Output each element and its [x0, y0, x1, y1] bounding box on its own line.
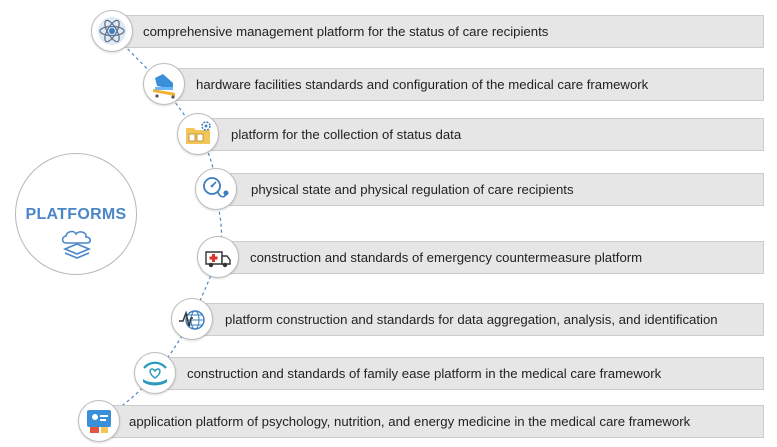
platform-label-8: application platform of psychology, nutrition, and energy medicine in the medical care framework: [129, 414, 691, 429]
platform-node-2: [143, 63, 185, 105]
stethoscope-gauge-icon: [201, 174, 231, 204]
platform-bar-4: [216, 173, 764, 206]
platform-label-5: construction and standards of emergency countermeasure platform: [250, 250, 643, 265]
platform-label-1: comprehensive management platform for the status of care recipients: [143, 24, 549, 39]
atom-icon: [97, 16, 127, 46]
platform-bar-6: [196, 303, 764, 336]
platform-node-1: [91, 10, 133, 52]
hospital-bed-icon: [149, 69, 179, 99]
platform-label-3: platform for the collection of status data: [231, 127, 462, 142]
cloud-stack-icon: [57, 228, 97, 260]
hand-heart-icon: [140, 358, 170, 388]
platform-bar-7: [160, 357, 764, 390]
platform-node-5: [197, 236, 239, 278]
hub-title: PLATFORMS: [25, 206, 127, 223]
platform-label-2: hardware facilities standards and configuration of the medical care framework: [196, 77, 649, 92]
platform-label-6: platform construction and standards for data aggregation, analysis, and identification: [225, 312, 718, 327]
platform-node-7: [134, 352, 176, 394]
platform-node-3: [177, 113, 219, 155]
analytics-globe-icon: [177, 304, 207, 334]
platform-node-4: [195, 168, 237, 210]
nutrition-app-icon: [84, 406, 114, 436]
platform-label-7: construction and standards of family ease platform in the medical care framework: [187, 366, 662, 381]
platform-node-8: [78, 400, 120, 442]
platforms-hub: [15, 153, 137, 275]
data-folder-icon: [183, 119, 213, 149]
ambulance-icon: [203, 242, 233, 272]
platform-bar-3: [198, 118, 764, 151]
platform-bar-1: [112, 15, 764, 48]
platform-node-6: [171, 298, 213, 340]
platform-label-4: physical state and physical regulation of care recipients: [251, 182, 574, 197]
platform-bar-2: [165, 68, 764, 101]
platform-bar-5: [219, 241, 764, 274]
platform-bar-8: [104, 405, 764, 438]
